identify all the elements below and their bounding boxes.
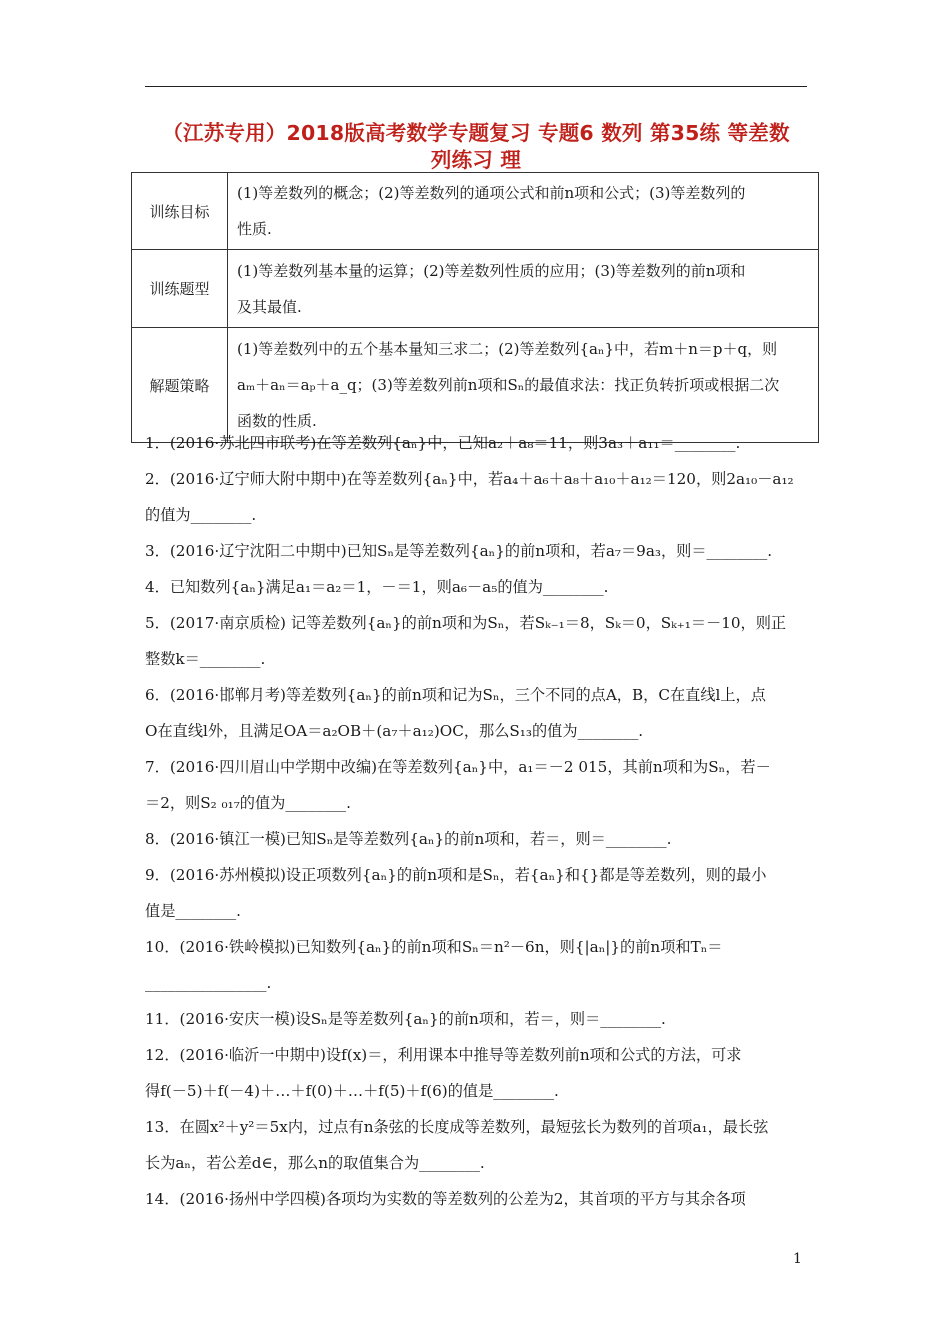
problem-line: 的值为________. [145,506,257,524]
problem-2 [145,461,807,533]
problem-5 [145,605,807,677]
problem-6 [145,677,807,749]
document-title [120,120,832,174]
title-line-1: （江苏专用）2018版高考数学专题复习 专题6 数列 第35练 等差数 [162,121,790,145]
problem-line: 值是________. [145,902,241,920]
problem-line: 9．(2016·苏州模拟)设正项数列{aₙ}的前n项和是Sₙ，若{aₙ}和{}都是等差数列，则的最小 [145,866,767,884]
problem-line: 得f(－5)＋f(－4)＋…＋f(0)＋…＋f(5)＋f(6)的值是________. [145,1082,559,1100]
table-row-types [132,250,819,328]
table-content-line: aₘ＋aₙ＝aₚ＋a_q；(3)等差数列前n项和Sₙ的最值求法：找正负转折项或根据二次 [237,376,780,394]
problem-line: 6．(2016·邯郸月考)等差数列{aₙ}的前n项和记为Sₙ，三个不同的点A，B，C在直线l上，点 [145,686,766,704]
problem-line: 长为aₙ，若公差d∈，那么n的取值集合为________. [145,1154,485,1172]
table-content [228,250,819,328]
problem-line: 4．已知数列{aₙ}满足a₁＝a₂＝1，－＝1，则a₆－a₅的值为________. [145,578,609,596]
table-content-line: (1)等差数列基本量的运算；(2)等差数列性质的应用；(3)等差数列的前n项和 [237,261,746,280]
problem-line: ＝2，则S₂ ₀₁₇的值为________. [145,794,351,812]
table-content-line: 及其最值. [237,297,302,316]
problem-line: 11．(2016·安庆一模)设Sₙ是等差数列{aₙ}的前n项和，若＝，则＝________. [145,1010,666,1028]
table-content [228,173,819,250]
problem-4 [145,569,807,605]
table-content-line: (1)等差数列中的五个基本量知三求二；(2)等差数列{aₙ}中，若m＋n＝p＋q，则 [237,340,778,358]
table-label: 训练题型 [132,250,228,328]
table-label: 解题策略 [132,328,228,443]
problem-line: 14．(2016·扬州中学四模)各项均为实数的等差数列的公差为2，其首项的平方与其余各项 [145,1190,746,1208]
table-label: 训练目标 [132,173,228,250]
problem-line: 7．(2016·四川眉山中学期中改编)在等差数列{aₙ}中，a₁＝－2 015，其前n项和为Sₙ，若－ [145,758,771,776]
problem-list [145,425,807,1217]
problem-line: 8．(2016·镇江一模)已知Sₙ是等差数列{aₙ}的前n项和，若＝，则＝________. [145,830,672,848]
problem-1 [145,425,807,461]
problem-line: 10．(2016·铁岭模拟)已知数列{aₙ}的前n项和Sₙ＝n²－6n，则{|aₙ|}的前n项和Tₙ＝ [145,938,723,956]
problem-12 [145,1037,807,1109]
problem-13 [145,1109,807,1181]
problem-line: 5．(2017·南京质检) 记等差数列{aₙ}的前n项和为Sₙ，若Sₖ₋₁＝8，Sₖ＝0，Sₖ₊₁＝－10，则正 [145,614,787,632]
problem-9 [145,857,807,929]
problem-line: O在直线l外，且满足OA＝a₂OB＋(a₇＋a₁₂)OC，那么S₁₃的值为________. [145,722,644,740]
problem-line: 2．(2016·辽宁师大附中期中)在等差数列{aₙ}中，若a₄＋a₆＋a₈＋a₁₀＋a₁₂＝120，则2a₁₀－a₁₂ [145,470,794,488]
problem-line: 1．(2016·苏北四市联考)在等差数列{aₙ}中，已知a₂＋a₈＝11，则3a₃＋a₁₁＝________. [145,434,741,452]
training-info-table [131,172,819,443]
problem-7 [145,749,807,821]
table-row-goal [132,173,819,250]
problem-10 [145,929,807,1001]
problem-line: ________________. [145,974,272,992]
table-content-line: 函数的性质. [237,412,317,430]
header-rule [145,86,807,87]
problem-line: 整数k＝________. [145,650,266,668]
table-content-line: (1)等差数列的概念；(2)等差数列的通项公式和前n项和公式；(3)等差数列的 [237,184,746,202]
problem-line: 3．(2016·辽宁沈阳二中期中)已知Sₙ是等差数列{aₙ}的前n项和，若a₇＝9a₃，则＝________. [145,542,773,560]
problem-3 [145,533,807,569]
problem-line: 13．在圆x²＋y²＝5x内，过点有n条弦的长度成等差数列，最短弦长为数列的首项a₁，最长弦 [145,1118,769,1136]
problem-11 [145,1001,807,1037]
title-line-2: 列练习 理 [430,148,522,172]
problem-14 [145,1181,807,1217]
problem-8 [145,821,807,857]
problem-line: 12．(2016·临沂一中期中)设f(x)＝，利用课本中推导等差数列前n项和公式的方法，可求 [145,1046,742,1064]
page-number: 1 [793,1251,802,1267]
table-content-line: 性质. [237,220,272,238]
